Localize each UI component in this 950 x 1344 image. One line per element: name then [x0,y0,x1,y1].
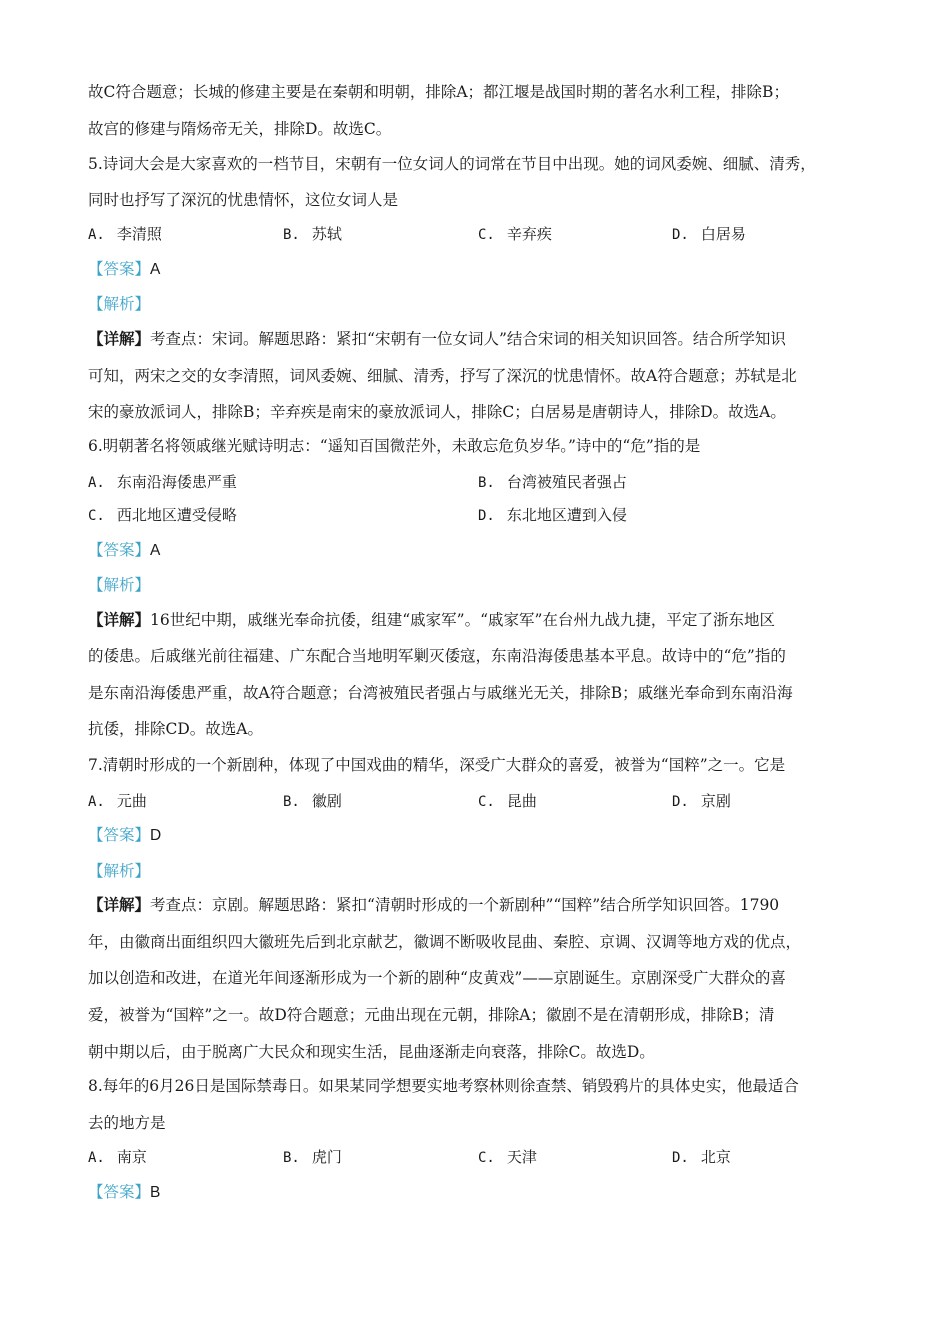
option-text: 西北地区遭受侵略 [116,506,237,524]
option-text: 昆曲 [506,792,537,810]
option-b [283,223,342,244]
detail-label: 【详解】 [88,610,151,629]
option-text: 台湾被殖民者强占 [506,473,627,491]
explanation-line: 加以创造和改进，在道光年间逐渐形成为一个新的剧种“皮黄戏”——京剧诞生。京剧深受广大群众的喜 [88,969,786,987]
detail-label: 【详解】 [88,895,151,914]
option-letter: C. [478,794,495,810]
option-text: 东南沿海倭患严重 [116,473,237,491]
answer-line [88,823,878,845]
text-line: 故C符合题意；长城的修建主要是在秦朝和明朝，排除A；都江堰是战国时期的著名水利工程，排除B； [88,83,789,101]
answer-label: 【答案】 [88,826,151,844]
option-a [88,471,237,492]
option-c [478,223,552,244]
option-letter: A. [88,1150,105,1166]
option-c [88,504,237,525]
answer-value: D [150,827,162,844]
option-letter: A. [88,794,105,810]
answer-line [88,538,878,560]
analysis-label: 【解析】 [88,295,151,313]
text-line: 故宫的修建与隋炀帝无关，排除D。故选C。 [88,120,392,138]
option-text: 南京 [116,1148,147,1166]
explanation-line: 【详解】考查点：京剧。解题思路：紧扣“清朝时形成的一个新剧种”“国粹”结合所学知识回答。1790 [88,895,780,914]
option-b [283,1146,342,1167]
option-d [672,223,746,244]
option-letter: B. [283,1150,300,1166]
option-c [478,1146,537,1167]
question-5-stem: 同时也抒写了深沉的忧患情怀，这位女词人是 [88,191,399,209]
option-letter: A. [88,227,105,243]
option-text: 白居易 [700,225,746,243]
option-letter: D. [672,227,689,243]
option-text: 虎门 [311,1148,342,1166]
question-7-stem: 7.清朝时形成的一个新剧种，体现了中国戏曲的精华，深受广大群众的喜爱，被誉为“国粹”之一。它是 [88,756,786,774]
explanation-line: 年，由徽商出面组织四大徽班先后到北京献艺，徽调不断吸收昆曲、秦腔、京调、汉调等地方戏的优点， [88,933,802,951]
explanation-line: 朝中期以后，由于脱离广大民众和现实生活，昆曲逐渐走向衰落，排除C。故选D。 [88,1043,655,1061]
explanation-line: 可知，两宋之交的女李清照，词风委婉、细腻、清秀，抒写了深沉的忧患情怀。故A符合题意；苏轼是北 [88,367,797,385]
option-letter: D. [672,794,689,810]
explanation-line: 爱，被誉为“国粹”之一。故D符合题意；元曲出现在元朝，排除A；徽剧不是在清朝形成，排除B；清 [88,1006,775,1024]
explanation-line: 是东南沿海倭患严重，故A符合题意；台湾被殖民者强占与戚继光无关，排除B；戚继光奉命到东南沿海 [88,684,793,702]
explanation-line: 抗倭，排除CD。故选A。 [88,720,263,738]
analysis-label: 【解析】 [88,576,151,594]
question-8-stem: 去的地方是 [88,1114,166,1132]
answer-line [88,257,878,279]
question-5-stem: 5.诗词大会是大家喜欢的一档节目，宋朝有一位女词人的词常在节目中出现。她的词风委婉、细腻、清秀， [88,155,816,173]
option-text: 元曲 [116,792,147,810]
option-text: 北京 [700,1148,731,1166]
explanation-line: 宋的豪放派词人，排除B；辛弃疾是南宋的豪放派词人，排除C；白居易是唐朝诗人，排除D。故选A。 [88,403,786,421]
answer-value: B [150,1184,161,1201]
option-text: 苏轼 [311,225,342,243]
option-b [478,471,627,492]
option-text: 京剧 [700,792,731,810]
option-letter: D. [478,508,495,524]
option-letter: C. [88,508,105,524]
option-d [478,504,627,525]
option-letter: C. [478,1150,495,1166]
option-text: 辛弃疾 [506,225,552,243]
analysis-label: 【解析】 [88,862,151,880]
option-letter: A. [88,475,105,491]
detail-label: 【详解】 [88,329,151,348]
option-letter: C. [478,227,495,243]
option-letter: B. [283,794,300,810]
option-letter: D. [672,1150,689,1166]
option-a [88,790,147,811]
option-a [88,1146,147,1167]
option-text: 天津 [506,1148,537,1166]
question-8-stem: 8.每年的6月26日是国际禁毒日。如果某同学想要实地考察林则徐查禁、销毁鸦片的具体史实，他最适合 [88,1077,799,1095]
option-b [283,790,342,811]
option-d [672,1146,731,1167]
explanation-line: 【详解】考查点：宋词。解题思路：紧扣“宋朝有一位女词人”结合宋词的相关知识回答。结合所学知识 [88,329,786,348]
explanation-line: 的倭患。后戚继光前往福建、广东配合当地明军剿灭倭寇，东南沿海倭患基本平息。故诗中的“危”指的 [88,647,786,665]
answer-value: A [150,542,161,559]
answer-line [88,1180,878,1202]
option-d [672,790,731,811]
question-6-stem: 6.明朝著名将领戚继光赋诗明志：“遥知百国微茫外，未敢忘危负岁华。”诗中的“危”指的是 [88,437,701,455]
answer-label: 【答案】 [88,1183,151,1201]
explanation-line: 【详解】16世纪中期，戚继光奉命抗倭，组建“戚家军”。“戚家军”在台州九战九捷，平定了浙东地区 [88,610,775,629]
option-text: 徽剧 [311,792,342,810]
option-a [88,223,162,244]
answer-value: A [150,261,161,278]
option-c [478,790,537,811]
option-text: 东北地区遭到入侵 [506,506,627,524]
option-text: 李清照 [116,225,162,243]
answer-label: 【答案】 [88,260,151,278]
option-letter: B. [283,227,300,243]
option-letter: B. [478,475,495,491]
answer-label: 【答案】 [88,541,151,559]
